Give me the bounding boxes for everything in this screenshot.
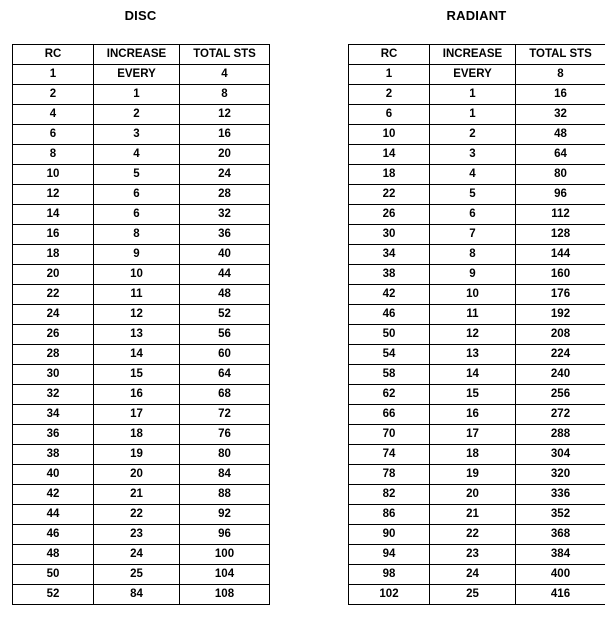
table-row [349, 105, 605, 125]
table-cell-total-sts: 64 [516, 145, 605, 165]
table-row [13, 505, 270, 525]
table-cell-increase: 7 [430, 225, 516, 245]
table-row [349, 425, 605, 445]
table-cell-rc: 10 [13, 165, 94, 185]
table-cell-increase: 4 [94, 145, 180, 165]
table-cell-rc: 4 [13, 105, 94, 125]
table-cell-total-sts: 208 [516, 325, 605, 345]
table-cell-rc: 14 [13, 205, 94, 225]
table-cell-total-sts: 304 [516, 445, 605, 465]
table-cell-rc: 1 [13, 65, 94, 85]
table-cell-total-sts: 12 [180, 105, 270, 125]
table-cell-rc: 90 [349, 525, 430, 545]
table-cell-total-sts: 336 [516, 485, 605, 505]
disc-header-rc: RC [13, 45, 94, 65]
table-row [13, 385, 270, 405]
table-cell-increase: 84 [94, 585, 180, 605]
table-row [349, 445, 605, 465]
table-cell-total-sts: 36 [180, 225, 270, 245]
table-cell-increase: 10 [430, 285, 516, 305]
table-row [13, 565, 270, 585]
table-cell-increase: 18 [430, 445, 516, 465]
table-cell-rc: 50 [349, 325, 430, 345]
table-cell-rc: 20 [13, 265, 94, 285]
table-cell-total-sts: 52 [180, 305, 270, 325]
table-cell-rc: 30 [13, 365, 94, 385]
table-row [13, 225, 270, 245]
radiant-header-rc: RC [349, 45, 430, 65]
table-row [13, 145, 270, 165]
table-cell-increase: 13 [430, 345, 516, 365]
table-row [349, 185, 605, 205]
table-cell-rc: 26 [13, 325, 94, 345]
table-cell-rc: 32 [13, 385, 94, 405]
radiant-table-body [349, 65, 605, 605]
radiant-title: RADIANT [446, 8, 507, 23]
table-cell-total-sts: 44 [180, 265, 270, 285]
table-cell-rc: 66 [349, 405, 430, 425]
table-cell-total-sts: 8 [516, 65, 605, 85]
table-cell-total-sts: 80 [516, 165, 605, 185]
table-row [13, 545, 270, 565]
table-row [349, 205, 605, 225]
table-cell-rc: 46 [13, 525, 94, 545]
table-cell-rc: 22 [349, 185, 430, 205]
table-row [13, 245, 270, 265]
table-cell-increase: 24 [430, 565, 516, 585]
table-cell-total-sts: 28 [180, 185, 270, 205]
table-cell-rc: 44 [13, 505, 94, 525]
table-cell-increase: 17 [94, 405, 180, 425]
table-cell-increase: 11 [94, 285, 180, 305]
table-cell-total-sts: 16 [180, 125, 270, 145]
table-cell-total-sts: 48 [180, 285, 270, 305]
table-cell-rc: 102 [349, 585, 430, 605]
table-cell-increase: 5 [94, 165, 180, 185]
table-row [13, 585, 270, 605]
table-cell-increase: 15 [430, 385, 516, 405]
table-cell-total-sts: 240 [516, 365, 605, 385]
table-cell-total-sts: 108 [180, 585, 270, 605]
table-cell-increase: 23 [94, 525, 180, 545]
table-cell-rc: 16 [13, 225, 94, 245]
table-cell-rc: 1 [349, 65, 430, 85]
table-cell-increase: 19 [430, 465, 516, 485]
table-cell-total-sts: 96 [516, 185, 605, 205]
table-row [13, 205, 270, 225]
table-cell-total-sts: 288 [516, 425, 605, 445]
table-cell-rc: 38 [13, 445, 94, 465]
table-row [349, 225, 605, 245]
disc-header-total-sts: TOTAL STS [180, 45, 270, 65]
table-row [349, 285, 605, 305]
table-row [13, 285, 270, 305]
table-cell-increase: 24 [94, 545, 180, 565]
table-cell-increase: 13 [94, 325, 180, 345]
table-cell-rc: 86 [349, 505, 430, 525]
table-cell-increase: 12 [430, 325, 516, 345]
table-cell-rc: 34 [349, 245, 430, 265]
table-cell-total-sts: 20 [180, 145, 270, 165]
disc-title: DISC [124, 8, 157, 23]
table-cell-increase: 6 [94, 205, 180, 225]
table-cell-increase: 8 [430, 245, 516, 265]
table-cell-rc: 38 [349, 265, 430, 285]
table-row [349, 305, 605, 325]
table-cell-rc: 22 [13, 285, 94, 305]
table-cell-increase: 19 [94, 445, 180, 465]
table-cell-increase: 6 [430, 205, 516, 225]
table-row [13, 265, 270, 285]
table-cell-rc: 98 [349, 565, 430, 585]
table-cell-total-sts: 64 [180, 365, 270, 385]
table-cell-increase: 8 [94, 225, 180, 245]
table-row [13, 105, 270, 125]
table-cell-rc: 50 [13, 565, 94, 585]
table-cell-rc: 70 [349, 425, 430, 445]
table-cell-rc: 78 [349, 465, 430, 485]
table-cell-increase: 17 [430, 425, 516, 445]
table-cell-total-sts: 112 [516, 205, 605, 225]
table-cell-total-sts: 84 [180, 465, 270, 485]
table-cell-total-sts: 68 [180, 385, 270, 405]
disc-table [12, 44, 270, 605]
table-row [13, 405, 270, 425]
table-cell-increase: 25 [430, 585, 516, 605]
table-cell-rc: 28 [13, 345, 94, 365]
table-row [349, 345, 605, 365]
table-cell-rc: 46 [349, 305, 430, 325]
table-row [349, 165, 605, 185]
table-row [13, 125, 270, 145]
table-cell-increase: 4 [430, 165, 516, 185]
table-cell-increase: 5 [430, 185, 516, 205]
table-cell-rc: 62 [349, 385, 430, 405]
table-row [349, 565, 605, 585]
table-cell-rc: 30 [349, 225, 430, 245]
table-row [13, 485, 270, 505]
table-cell-increase: 2 [430, 125, 516, 145]
table-cell-increase: 20 [430, 485, 516, 505]
table-cell-total-sts: 224 [516, 345, 605, 365]
table-row [349, 545, 605, 565]
table-row [13, 465, 270, 485]
table-row [349, 245, 605, 265]
table-row [13, 65, 270, 85]
table-row [349, 65, 605, 85]
table-cell-total-sts: 352 [516, 505, 605, 525]
table-row [13, 365, 270, 385]
table-cell-total-sts: 24 [180, 165, 270, 185]
radiant-header-total-sts: TOTAL STS [516, 45, 605, 65]
table-cell-total-sts: 92 [180, 505, 270, 525]
table-row [349, 465, 605, 485]
table-cell-total-sts: 56 [180, 325, 270, 345]
table-cell-total-sts: 368 [516, 525, 605, 545]
table-cell-total-sts: 176 [516, 285, 605, 305]
table-cell-rc: 36 [13, 425, 94, 445]
table-cell-increase: 22 [94, 505, 180, 525]
table-row [13, 425, 270, 445]
table-cell-increase: 3 [430, 145, 516, 165]
table-row [349, 505, 605, 525]
table-cell-increase: 22 [430, 525, 516, 545]
table-cell-increase: 1 [94, 85, 180, 105]
table-cell-increase: 1 [430, 105, 516, 125]
table-cell-increase: 15 [94, 365, 180, 385]
table-cell-increase: 14 [430, 365, 516, 385]
table-row [349, 145, 605, 165]
table-cell-rc: 10 [349, 125, 430, 145]
table-cell-total-sts: 72 [180, 405, 270, 425]
table-cell-total-sts: 80 [180, 445, 270, 465]
table-cell-rc: 82 [349, 485, 430, 505]
disc-table-body [13, 65, 270, 605]
table-cell-total-sts: 4 [180, 65, 270, 85]
table-cell-total-sts: 144 [516, 245, 605, 265]
table-cell-increase: 16 [94, 385, 180, 405]
table-cell-increase: 9 [430, 265, 516, 285]
table-cell-increase: EVERY [94, 65, 180, 85]
table-cell-rc: 18 [13, 245, 94, 265]
table-row [349, 585, 605, 605]
table-row [349, 85, 605, 105]
table-cell-rc: 24 [13, 305, 94, 325]
table-cell-increase: 18 [94, 425, 180, 445]
table-cell-total-sts: 60 [180, 345, 270, 365]
table-row [349, 485, 605, 505]
table-cell-rc: 14 [349, 145, 430, 165]
table-cell-increase: 21 [430, 505, 516, 525]
table-cell-total-sts: 16 [516, 85, 605, 105]
table-cell-rc: 2 [13, 85, 94, 105]
table-cell-increase: 9 [94, 245, 180, 265]
table-cell-total-sts: 100 [180, 545, 270, 565]
table-row [13, 345, 270, 365]
table-cell-total-sts: 192 [516, 305, 605, 325]
table-cell-increase: 2 [94, 105, 180, 125]
table-cell-increase: 6 [94, 185, 180, 205]
table-cell-total-sts: 96 [180, 525, 270, 545]
table-row [13, 85, 270, 105]
table-cell-increase: EVERY [430, 65, 516, 85]
table-cell-rc: 42 [349, 285, 430, 305]
table-cell-rc: 42 [13, 485, 94, 505]
table-cell-rc: 40 [13, 465, 94, 485]
table-cell-total-sts: 416 [516, 585, 605, 605]
table-cell-increase: 16 [430, 405, 516, 425]
table-cell-rc: 6 [349, 105, 430, 125]
table-cell-total-sts: 272 [516, 405, 605, 425]
table-cell-increase: 10 [94, 265, 180, 285]
radiant-header-row [349, 45, 605, 65]
table-row [349, 125, 605, 145]
table-cell-rc: 52 [13, 585, 94, 605]
table-row [349, 325, 605, 345]
disc-header-increase: INCREASE [94, 45, 180, 65]
table-cell-rc: 48 [13, 545, 94, 565]
table-cell-rc: 2 [349, 85, 430, 105]
table-row [349, 265, 605, 285]
table-cell-total-sts: 8 [180, 85, 270, 105]
table-cell-increase: 25 [94, 565, 180, 585]
table-row [349, 405, 605, 425]
table-cell-total-sts: 160 [516, 265, 605, 285]
table-row [349, 385, 605, 405]
table-cell-rc: 94 [349, 545, 430, 565]
disc-header-row [13, 45, 270, 65]
table-cell-rc: 34 [13, 405, 94, 425]
table-cell-rc: 12 [13, 185, 94, 205]
table-cell-rc: 74 [349, 445, 430, 465]
radiant-header-increase: INCREASE [430, 45, 516, 65]
table-cell-increase: 23 [430, 545, 516, 565]
table-cell-increase: 11 [430, 305, 516, 325]
table-cell-rc: 26 [349, 205, 430, 225]
table-cell-total-sts: 40 [180, 245, 270, 265]
table-cell-total-sts: 76 [180, 425, 270, 445]
table-cell-rc: 6 [13, 125, 94, 145]
table-cell-total-sts: 400 [516, 565, 605, 585]
table-cell-rc: 8 [13, 145, 94, 165]
table-row [13, 305, 270, 325]
table-cell-increase: 3 [94, 125, 180, 145]
table-cell-total-sts: 256 [516, 385, 605, 405]
table-cell-increase: 14 [94, 345, 180, 365]
table-row [13, 525, 270, 545]
table-row [349, 365, 605, 385]
radiant-table [348, 44, 605, 605]
table-cell-total-sts: 128 [516, 225, 605, 245]
table-cell-rc: 18 [349, 165, 430, 185]
table-cell-rc: 58 [349, 365, 430, 385]
table-row [349, 525, 605, 545]
table-cell-total-sts: 320 [516, 465, 605, 485]
table-cell-increase: 12 [94, 305, 180, 325]
table-cell-rc: 54 [349, 345, 430, 365]
table-row [13, 185, 270, 205]
table-row [13, 165, 270, 185]
table-row [13, 325, 270, 345]
table-cell-increase: 21 [94, 485, 180, 505]
table-cell-total-sts: 32 [180, 205, 270, 225]
table-cell-total-sts: 104 [180, 565, 270, 585]
table-cell-total-sts: 384 [516, 545, 605, 565]
table-row [13, 445, 270, 465]
table-cell-total-sts: 48 [516, 125, 605, 145]
table-cell-total-sts: 32 [516, 105, 605, 125]
table-cell-total-sts: 88 [180, 485, 270, 505]
table-cell-increase: 1 [430, 85, 516, 105]
table-cell-increase: 20 [94, 465, 180, 485]
